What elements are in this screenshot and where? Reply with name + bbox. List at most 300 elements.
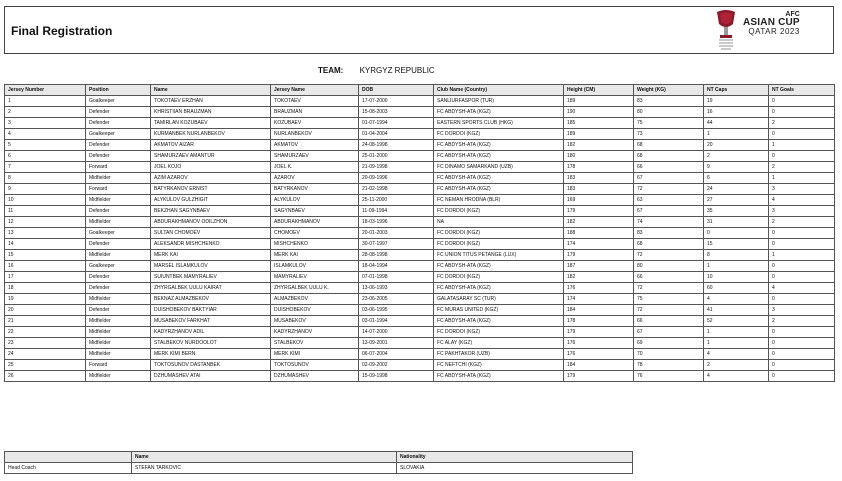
table-cell: 4 [704, 371, 769, 382]
table-cell: 66 [634, 316, 704, 327]
staff-column-header: Name [132, 452, 397, 463]
table-cell: Defender [86, 272, 151, 283]
table-row [5, 283, 835, 294]
table-cell: 25-01-2000 [359, 151, 434, 162]
table-cell: 14 [5, 239, 86, 250]
column-header: DOB [359, 85, 434, 96]
table-cell: 15-08-2003 [359, 107, 434, 118]
table-cell: FC NEFTCHI (KGZ) [434, 360, 564, 371]
table-cell: Midfielder [86, 173, 151, 184]
table-cell: 0 [704, 228, 769, 239]
table-cell: 25 [5, 360, 86, 371]
table-row [5, 107, 835, 118]
table-cell: 2 [769, 118, 835, 129]
table-cell: DUISHOBEKOV [271, 305, 359, 316]
column-header: Height (CM) [564, 85, 634, 96]
table-cell: 66 [634, 162, 704, 173]
table-cell: 20-09-1996 [359, 173, 434, 184]
table-cell: Midfielder [86, 371, 151, 382]
table-cell: 19 [5, 294, 86, 305]
table-cell: 03-06-1995 [359, 305, 434, 316]
table-cell: 1 [704, 129, 769, 140]
staff-header-row [5, 452, 633, 463]
table-cell: 75 [634, 118, 704, 129]
table-cell: ALYKULOV [271, 195, 359, 206]
table-cell: ALYKULOV GULZHIGIT [151, 195, 271, 206]
table-cell: 178 [564, 316, 634, 327]
table-cell: 174 [564, 239, 634, 250]
table-cell: 06-07-2004 [359, 349, 434, 360]
table-cell: 83 [634, 228, 704, 239]
table-row [5, 338, 835, 349]
table-cell: 178 [564, 162, 634, 173]
table-cell: 179 [564, 371, 634, 382]
table-cell: 24 [704, 184, 769, 195]
table-cell: TOKOTAEV [271, 96, 359, 107]
table-cell: 67 [634, 173, 704, 184]
table-cell: 41 [704, 305, 769, 316]
table-cell: ALMAZBEKOV [271, 294, 359, 305]
table-cell: 80 [634, 107, 704, 118]
table-cell: SHAMURZAEV AMANTUR [151, 151, 271, 162]
table-cell: 4 [769, 195, 835, 206]
table-cell: AKMATOV AIZAR [151, 140, 271, 151]
table-cell: 78 [634, 360, 704, 371]
table-cell: 0 [769, 129, 835, 140]
table-cell: 1 [769, 250, 835, 261]
table-cell: 179 [564, 206, 634, 217]
table-cell: 07-01-1998 [359, 272, 434, 283]
table-cell: FC NEMAN HRODNA (BLR) [434, 195, 564, 206]
table-cell: Defender [86, 305, 151, 316]
table-cell: 6 [704, 173, 769, 184]
table-cell: 1 [704, 327, 769, 338]
table-cell: 182 [564, 140, 634, 151]
table-cell: 7 [5, 162, 86, 173]
table-cell: 0 [769, 294, 835, 305]
table-cell: FC DORDOI (KGZ) [434, 129, 564, 140]
table-cell: 2 [769, 162, 835, 173]
table-cell: 3 [769, 206, 835, 217]
table-cell: 35 [704, 206, 769, 217]
table-cell: Midfielder [86, 327, 151, 338]
column-header: Jersey Number [5, 85, 86, 96]
table-cell: 72 [634, 250, 704, 261]
table-cell: ALEKSANDR MISHCHENKO [151, 239, 271, 250]
afc-asian-cup-logo [713, 9, 823, 53]
table-cell: KOZUBAEV [271, 118, 359, 129]
table-cell: 17-07-2000 [359, 96, 434, 107]
table-cell: 20 [704, 140, 769, 151]
table-cell: 30-07-1997 [359, 239, 434, 250]
table-cell: 182 [564, 217, 634, 228]
table-cell: 23-06-2005 [359, 294, 434, 305]
table-cell: 21-02-1998 [359, 184, 434, 195]
table-row [5, 294, 835, 305]
table-cell: AZIM AZAROV [151, 173, 271, 184]
table-cell: 83 [634, 96, 704, 107]
table-cell: MAMYRALIEV [271, 272, 359, 283]
table-cell: 4 [704, 294, 769, 305]
table-cell: 4 [5, 129, 86, 140]
table-cell: 67 [634, 327, 704, 338]
table-cell: TAMIRLAN KOZUBAEV [151, 118, 271, 129]
table-cell: 183 [564, 173, 634, 184]
table-cell: 01-04-2004 [359, 129, 434, 140]
table-cell: Defender [86, 151, 151, 162]
table-cell: Forward [86, 360, 151, 371]
table-cell: 22 [5, 327, 86, 338]
staff-cell: Head Coach [5, 463, 132, 474]
table-cell: FC DORDOI (KGZ) [434, 206, 564, 217]
table-cell: 12 [5, 217, 86, 228]
staff-row [5, 463, 633, 474]
table-cell: 6 [5, 151, 86, 162]
table-cell: Defender [86, 140, 151, 151]
table-cell: FC DORDOI (KGZ) [434, 272, 564, 283]
table-cell: 15 [704, 239, 769, 250]
table-cell: FC ABDYSH-ATA (KGZ) [434, 371, 564, 382]
table-cell: Defender [86, 239, 151, 250]
table-cell: 03-01-1994 [359, 316, 434, 327]
table-cell: DZHUMASHEV ATAI [151, 371, 271, 382]
table-cell: 67 [634, 206, 704, 217]
table-cell: ISLAMKULOV [271, 261, 359, 272]
table-cell: 0 [769, 272, 835, 283]
table-cell: 4 [704, 349, 769, 360]
table-cell: BRAUZMAN [271, 107, 359, 118]
table-cell: 18-04-1994 [359, 261, 434, 272]
table-cell: 20 [5, 305, 86, 316]
table-row [5, 371, 835, 382]
table-cell: Defender [86, 206, 151, 217]
table-cell: MERK KAI [271, 250, 359, 261]
table-cell: TOKTOSUNOV [271, 360, 359, 371]
table-cell: 69 [634, 338, 704, 349]
column-header: NT Goals [769, 85, 835, 96]
table-cell: 16 [5, 261, 86, 272]
table-row [5, 195, 835, 206]
table-cell: STALBEKOV [271, 338, 359, 349]
table-cell: KURMANBEK NURLANBEKOV [151, 129, 271, 140]
table-cell: 13 [5, 228, 86, 239]
table-cell: 0 [769, 107, 835, 118]
table-cell: KADYRZHANOV [271, 327, 359, 338]
table-cell: 3 [769, 305, 835, 316]
table-cell: BEKZHAN SAGYNBAEV [151, 206, 271, 217]
table-cell: 15-09-1998 [359, 371, 434, 382]
table-cell: 16 [704, 107, 769, 118]
table-cell: 24-08-1998 [359, 140, 434, 151]
table-cell: 189 [564, 129, 634, 140]
table-cell: FC DORDOI (KGZ) [434, 327, 564, 338]
table-cell: JOEL K. [271, 162, 359, 173]
table-cell: 184 [564, 360, 634, 371]
table-cell: 52 [704, 316, 769, 327]
table-cell: 190 [564, 107, 634, 118]
table-cell: KHRISTIIAN BRAUZMAN [151, 107, 271, 118]
table-cell: 0 [769, 371, 835, 382]
table-cell: 17 [5, 272, 86, 283]
table-cell: 188 [564, 228, 634, 239]
table-row [5, 349, 835, 360]
table-cell: 23 [5, 338, 86, 349]
table-cell: FC DINAMO SAMARKAND (UZB) [434, 162, 564, 173]
table-cell: 44 [704, 118, 769, 129]
table-cell: FC ABDYSH-ATA (KGZ) [434, 151, 564, 162]
table-cell: 70 [634, 349, 704, 360]
table-cell: 0 [769, 349, 835, 360]
table-cell: 10 [704, 272, 769, 283]
table-cell: 176 [564, 338, 634, 349]
table-cell: 0 [769, 360, 835, 371]
logo-wordmark [743, 11, 800, 36]
table-cell: EASTERN SPORTS CLUB (HKG) [434, 118, 564, 129]
table-cell: 75 [634, 294, 704, 305]
page-title: Final Registration [11, 24, 113, 38]
table-cell: 72 [634, 283, 704, 294]
column-header: NT Caps [704, 85, 769, 96]
table-cell: 1 [769, 173, 835, 184]
table-cell: SHAMURZAEV [271, 151, 359, 162]
table-cell: 66 [634, 272, 704, 283]
table-cell: 68 [634, 140, 704, 151]
table-cell: SUIUNTBEK MAMYRALIEV [151, 272, 271, 283]
roster-header-row [5, 85, 835, 96]
table-cell: ZHYRGALBEK UULU K. [271, 283, 359, 294]
table-cell: MERK KIMI [271, 349, 359, 360]
table-cell: FC DORDOI (KGZ) [434, 239, 564, 250]
table-cell: 0 [769, 338, 835, 349]
table-cell: 180 [564, 151, 634, 162]
trophy-icon [713, 10, 739, 52]
table-cell: Forward [86, 162, 151, 173]
table-row [5, 250, 835, 261]
table-cell: Midfielder [86, 316, 151, 327]
table-cell: 184 [564, 305, 634, 316]
table-cell: Goalkeeper [86, 228, 151, 239]
team-name: KYRGYZ REPUBLIC [359, 66, 435, 75]
table-cell: 187 [564, 261, 634, 272]
table-cell: 76 [634, 371, 704, 382]
table-cell: MUSABEKOV [271, 316, 359, 327]
table-cell: 169 [564, 195, 634, 206]
table-cell: 185 [564, 118, 634, 129]
table-cell: 2 [769, 217, 835, 228]
table-row [5, 206, 835, 217]
staff-cell: STEFAN TARKOVIC [132, 463, 397, 474]
table-cell: 9 [5, 184, 86, 195]
table-cell: 72 [634, 184, 704, 195]
column-header: Club Name (Country) [434, 85, 564, 96]
logo-line2: ASIAN CUP [743, 17, 800, 28]
table-cell: KADYRZHANOV ADIL [151, 327, 271, 338]
staff-cell: SLOVAKIA [397, 463, 633, 474]
table-cell: 11 [5, 206, 86, 217]
table-cell: 0 [769, 261, 835, 272]
table-cell: 15 [5, 250, 86, 261]
table-cell: 189 [564, 96, 634, 107]
table-cell: 174 [564, 294, 634, 305]
table-cell: FC ABDYSH-ATA (KGZ) [434, 316, 564, 327]
table-cell: 31 [704, 217, 769, 228]
table-row [5, 316, 835, 327]
table-cell: ZHYRGALBEK UULU KAIRAT [151, 283, 271, 294]
table-cell: ABDURAKHMANOV ODILZHON [151, 217, 271, 228]
header-box [4, 6, 834, 54]
table-cell: Midfielder [86, 338, 151, 349]
table-cell: 176 [564, 349, 634, 360]
table-cell: 5 [5, 140, 86, 151]
logo-line1: AFC [785, 11, 800, 18]
table-cell: DUISHOBEKOV BAKTYIAR [151, 305, 271, 316]
column-header: Name [151, 85, 271, 96]
table-cell: BEKNAZ ALMAZBEKOV [151, 294, 271, 305]
table-cell: 1 [704, 338, 769, 349]
table-cell: NA [434, 217, 564, 228]
table-cell: TOKTOSUNOV DASTANBEK [151, 360, 271, 371]
table-row [5, 162, 835, 173]
table-cell: GALATASARAY SC (TUR) [434, 294, 564, 305]
table-cell: 68 [634, 151, 704, 162]
table-cell: CHOMOEV [271, 228, 359, 239]
table-cell: Goalkeeper [86, 261, 151, 272]
table-row [5, 118, 835, 129]
table-row [5, 305, 835, 316]
table-cell: 27 [704, 195, 769, 206]
roster-table [4, 84, 835, 382]
table-row [5, 272, 835, 283]
table-cell: 13-09-2001 [359, 338, 434, 349]
table-cell: TOKOTAEV ERZHAN [151, 96, 271, 107]
table-row [5, 217, 835, 228]
table-cell: Defender [86, 283, 151, 294]
table-cell: Midfielder [86, 195, 151, 206]
staff-column-header [5, 452, 132, 463]
table-row [5, 151, 835, 162]
table-cell: 19 [704, 96, 769, 107]
table-cell: FC MURAS UNITED (KGZ) [434, 305, 564, 316]
table-cell: MERK KIMI BERN [151, 349, 271, 360]
table-row [5, 360, 835, 371]
table-row [5, 184, 835, 195]
table-cell: AZAROV [271, 173, 359, 184]
table-cell: 18-03-1996 [359, 217, 434, 228]
table-row [5, 96, 835, 107]
table-cell: STALBEKOV NURDOOLOT [151, 338, 271, 349]
table-cell: 1 [5, 96, 86, 107]
table-cell: MERK KAI [151, 250, 271, 261]
table-cell: 25-11-2000 [359, 195, 434, 206]
table-cell: 182 [564, 272, 634, 283]
table-cell: NURLANBEKOV [271, 129, 359, 140]
table-cell: 2 [704, 151, 769, 162]
table-cell: FC ABDYSH-ATA (KGZ) [434, 107, 564, 118]
table-cell: 24 [5, 349, 86, 360]
table-cell: 0 [769, 327, 835, 338]
table-cell: 2 [769, 316, 835, 327]
table-row [5, 140, 835, 151]
table-cell: Goalkeeper [86, 129, 151, 140]
table-cell: FC ABDYSH-ATA (KGZ) [434, 184, 564, 195]
table-row [5, 129, 835, 140]
table-cell: 18 [5, 283, 86, 294]
table-cell: BATYRKANOV ERNIST [151, 184, 271, 195]
table-cell: FC ABDYSH-ATA (KGZ) [434, 283, 564, 294]
table-row [5, 228, 835, 239]
table-cell: FC ABDYSH-ATA (KGZ) [434, 173, 564, 184]
table-cell: 01-07-1994 [359, 118, 434, 129]
table-cell: 0 [769, 239, 835, 250]
staff-table [4, 451, 633, 474]
table-cell: SANLIURFASPOR (TUR) [434, 96, 564, 107]
table-cell: Goalkeeper [86, 96, 151, 107]
column-header: Position [86, 85, 151, 96]
table-cell: 1 [769, 140, 835, 151]
table-cell: Defender [86, 118, 151, 129]
table-cell: 80 [634, 261, 704, 272]
table-cell: 9 [704, 162, 769, 173]
table-cell: 28-08-1998 [359, 250, 434, 261]
table-cell: 179 [564, 327, 634, 338]
table-cell: Midfielder [86, 217, 151, 228]
table-cell: 2 [704, 360, 769, 371]
column-header: Weight (KG) [634, 85, 704, 96]
table-cell: 8 [5, 173, 86, 184]
table-cell: 4 [769, 283, 835, 294]
table-cell: 13-06-1993 [359, 283, 434, 294]
logo-line3: QATAR 2023 [748, 27, 800, 36]
table-cell: MISHCHENKO [271, 239, 359, 250]
table-cell: 8 [704, 250, 769, 261]
table-cell: 3 [5, 118, 86, 129]
table-cell: 68 [634, 239, 704, 250]
table-cell: Midfielder [86, 294, 151, 305]
table-cell: FC PAKHTAKOR (UZB) [434, 349, 564, 360]
team-label: TEAM: [318, 66, 344, 75]
table-cell: 0 [769, 228, 835, 239]
table-cell: SAGYNBAEV [271, 206, 359, 217]
table-cell: 0 [769, 151, 835, 162]
table-cell: 176 [564, 283, 634, 294]
table-row [5, 327, 835, 338]
table-cell: MARSEL ISLAMKULOV [151, 261, 271, 272]
table-cell: 0 [769, 96, 835, 107]
table-cell: 20-01-2003 [359, 228, 434, 239]
table-cell: FC ALAY (KGZ) [434, 338, 564, 349]
table-cell: BATYRKANOV [271, 184, 359, 195]
table-cell: JOEL KOJO [151, 162, 271, 173]
team-line [318, 66, 435, 75]
table-row [5, 261, 835, 272]
table-row [5, 173, 835, 184]
table-cell: 21-09-1998 [359, 162, 434, 173]
table-cell: 60 [704, 283, 769, 294]
table-cell: 10 [5, 195, 86, 206]
table-cell: 179 [564, 250, 634, 261]
table-row [5, 239, 835, 250]
table-cell: DZHUMASHEV [271, 371, 359, 382]
table-cell: 1 [704, 261, 769, 272]
table-cell: 183 [564, 184, 634, 195]
table-cell: 63 [634, 195, 704, 206]
table-cell: 3 [769, 184, 835, 195]
table-cell: AKMATOV [271, 140, 359, 151]
table-cell: FC ABDYSH-ATA (KGZ) [434, 261, 564, 272]
table-cell: ABDURAKHMANOV [271, 217, 359, 228]
table-cell: FC DORDOI (KGZ) [434, 228, 564, 239]
table-cell: 21 [5, 316, 86, 327]
